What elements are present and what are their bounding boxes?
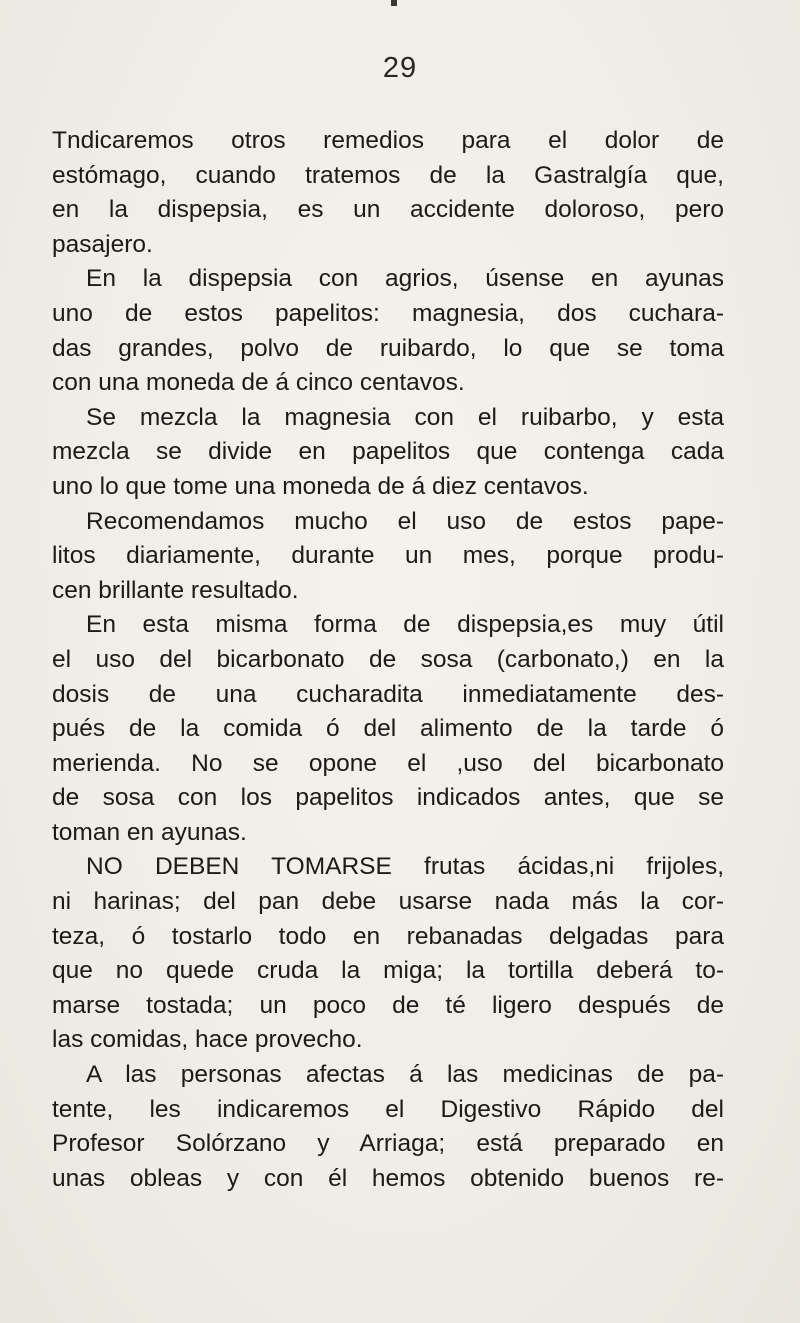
text-line: A las personas afectas á las medicinas de pa- — [86, 1061, 724, 1089]
text-line: de sosa con los papelitos indicados antes, que se — [52, 784, 724, 812]
page-number: 29 — [382, 52, 418, 84]
body-text — [52, 124, 724, 1196]
text-line: Profesor Solórzano y Arriaga; está preparado en — [52, 1130, 724, 1158]
print-mark — [391, 0, 397, 6]
text-line: uno lo que tome una moneda de á diez centavos. — [52, 472, 589, 500]
text-line: ni harinas; del pan debe usarse nada más la cor- — [52, 888, 724, 916]
paragraph — [52, 1058, 724, 1196]
text-line: uno de estos papelitos: magnesia, dos cuchara- — [52, 299, 724, 327]
text-line: unas obleas y con él hemos obtenido buenos re- — [52, 1164, 724, 1192]
text-line: tente, les indicaremos el Digestivo Rápido del — [52, 1095, 724, 1123]
paragraph — [52, 850, 724, 1058]
text-line: En la dispepsia con agrios, úsense en ayunas — [86, 265, 724, 293]
text-line: que no quede cruda la miga; la tortilla deberá to- — [52, 957, 724, 985]
text-line: Tndicaremos otros remedios para el dolor de — [52, 127, 724, 154]
paragraph — [52, 124, 724, 262]
text-line: NO DEBEN TOMARSE frutas ácidas,ni frijoles, — [86, 853, 724, 881]
text-line: das grandes, polvo de ruibardo, lo que se toma — [52, 334, 724, 362]
paragraph — [52, 262, 724, 400]
text-line: Se mezcla la magnesia con el ruibarbo, y esta — [86, 403, 724, 431]
text-line: las comidas, hace provecho. — [52, 1026, 363, 1054]
text-line: litos diariamente, durante un mes, porque produ- — [52, 542, 724, 570]
text-line: pasajero. — [52, 230, 153, 258]
paragraph — [52, 505, 724, 609]
text-line: cen brillante resultado. — [52, 576, 299, 604]
text-line: teza, ó tostarlo todo en rebanadas delgadas para — [52, 922, 724, 950]
text-line: mezcla se divide en papelitos que contenga cada — [52, 438, 724, 466]
paragraph — [52, 608, 724, 850]
text-line: toman en ayunas. — [52, 818, 247, 846]
paragraph — [52, 401, 724, 505]
text-line: En esta misma forma de dispepsia,es muy útil — [86, 611, 724, 639]
text-line: pués de la comida ó del alimento de la tarde ó — [52, 715, 724, 743]
text-line: estómago, cuando tratemos de la Gastralgía que, — [52, 161, 724, 189]
text-line: merienda. No se opone el ,uso del bicarbonato — [52, 749, 724, 777]
text-line: en la dispepsia, es un accidente doloroso, pero — [52, 196, 724, 224]
text-line: el uso del bicarbonato de sosa (carbonato,) en la — [52, 645, 724, 673]
text-line: marse tostada; un poco de té ligero después de — [52, 991, 724, 1019]
text-line: con una moneda de á cinco centavos. — [52, 369, 465, 397]
text-line: Recomendamos mucho el uso de estos pape- — [86, 507, 724, 535]
text-line: dosis de una cucharadita inmediatamente des- — [52, 680, 724, 708]
